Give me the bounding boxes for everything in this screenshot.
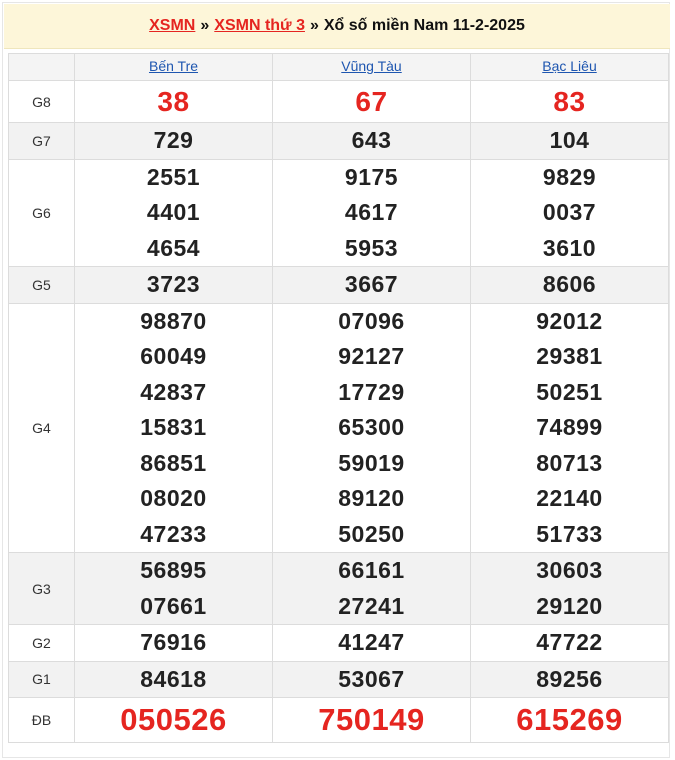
prize-row-g4: [9, 303, 669, 553]
prize-number: 47233: [140, 520, 207, 547]
prize-number: 92012: [536, 307, 603, 334]
prize-number: 729: [153, 127, 194, 153]
prize-number: 3667: [344, 271, 399, 297]
prize-number: 4617: [344, 199, 399, 225]
prize-row-g5: [9, 267, 669, 304]
prize-cell: [75, 159, 273, 267]
prize-number: 42837: [140, 378, 207, 405]
prize-row-g3: [9, 553, 669, 625]
prize-cell: [75, 267, 273, 304]
prize-number: 38: [157, 86, 190, 117]
breadcrumb-separator: »: [200, 17, 210, 34]
prize-cell: [273, 661, 471, 698]
prize-number: 9829: [542, 163, 597, 190]
breadcrumb-xsmn-thu3-link[interactable]: XSMN thứ 3: [214, 17, 305, 34]
prize-number: 07661: [140, 592, 207, 619]
prize-number: 80713: [536, 449, 603, 476]
prize-cell: [471, 661, 669, 698]
prize-cell: [471, 81, 669, 123]
prize-number: 15831: [140, 414, 207, 440]
prize-cell: [471, 303, 669, 553]
prize-row-g6: [9, 159, 669, 267]
prize-number: 98870: [140, 307, 207, 334]
prize-label: G2: [9, 625, 75, 662]
prize-number: 3610: [542, 234, 597, 261]
prize-number: 89120: [338, 485, 405, 511]
prize-number: 30603: [536, 557, 603, 583]
prize-number: 5953: [344, 234, 399, 261]
prize-number: 47722: [536, 629, 603, 655]
prize-row-g1: [9, 661, 669, 698]
prize-number: 84618: [140, 665, 207, 692]
prize-cell: [471, 159, 669, 267]
prize-cell: [75, 698, 273, 743]
prize-number: 60049: [140, 343, 207, 369]
prize-row-g2: [9, 625, 669, 662]
province-link-bac-lieu[interactable]: Bạc Liêu: [542, 58, 597, 74]
prize-number: 29120: [536, 592, 603, 619]
prize-number: 615269: [516, 702, 623, 737]
province-header: [471, 54, 669, 81]
prize-cell: [273, 123, 471, 160]
prize-cell: [75, 303, 273, 553]
prize-number: 53067: [338, 665, 405, 692]
results-table: [8, 53, 669, 743]
prize-number: 643: [351, 127, 392, 153]
prize-number: 104: [549, 127, 590, 153]
prize-number: 92127: [338, 343, 405, 369]
prize-number: 27241: [338, 592, 405, 619]
prize-number: 050526: [120, 702, 227, 737]
prize-cell: [75, 123, 273, 160]
prize-number: 08020: [140, 485, 207, 511]
prize-number: 0037: [542, 199, 597, 225]
prize-number: 50250: [338, 520, 405, 547]
prize-cell: [273, 159, 471, 267]
breadcrumb-xsmn-link[interactable]: XSMN: [149, 17, 196, 34]
breadcrumb-separator: »: [309, 17, 319, 34]
prize-number: 29381: [536, 343, 603, 369]
prize-number: 74899: [536, 414, 603, 440]
prize-cell: [471, 698, 669, 743]
page-title: Xổ số miền Nam 11-2-2025: [323, 17, 525, 34]
prize-row-db: [9, 698, 669, 743]
province-header: [273, 54, 471, 81]
corner-cell: [9, 54, 75, 81]
prize-label: G5: [9, 267, 75, 304]
prize-number: 83: [553, 86, 586, 117]
prize-label: G1: [9, 661, 75, 698]
breadcrumb: [4, 4, 670, 49]
prize-number: 07096: [338, 307, 405, 334]
prize-number: 4654: [146, 234, 201, 261]
prize-number: 9175: [344, 163, 399, 190]
prize-number: 76916: [140, 629, 207, 655]
prize-cell: [273, 553, 471, 625]
prize-row-g8: [9, 81, 669, 123]
prize-label: ĐB: [9, 698, 75, 743]
province-link-ben-tre[interactable]: Bến Tre: [148, 58, 199, 74]
prize-cell: [273, 303, 471, 553]
prize-number: 89256: [536, 665, 603, 692]
province-link-vung-tau[interactable]: Vũng Tàu: [341, 58, 402, 74]
prize-number: 56895: [140, 557, 207, 583]
prize-cell: [273, 698, 471, 743]
prize-number: 50251: [536, 378, 603, 405]
prize-label: G6: [9, 159, 75, 267]
prize-number: 750149: [318, 702, 425, 737]
province-header-row: [9, 54, 669, 81]
prize-cell: [75, 661, 273, 698]
prize-cell: [471, 123, 669, 160]
prize-number: 41247: [338, 629, 405, 655]
prize-label: G7: [9, 123, 75, 160]
prize-cell: [273, 625, 471, 662]
prize-number: 22140: [536, 485, 603, 511]
prize-row-g7: [9, 123, 669, 160]
prize-cell: [471, 625, 669, 662]
prize-number: 17729: [338, 378, 405, 405]
prize-cell: [471, 267, 669, 304]
prize-number: 67: [355, 86, 388, 117]
prize-label: G8: [9, 81, 75, 123]
prize-number: 51733: [536, 520, 603, 547]
prize-cell: [273, 267, 471, 304]
prize-cell: [75, 625, 273, 662]
prize-number: 8606: [542, 271, 597, 297]
prize-number: 86851: [140, 449, 207, 476]
prize-number: 2551: [146, 163, 201, 190]
prize-cell: [471, 553, 669, 625]
prize-number: 66161: [338, 557, 405, 583]
prize-number: 59019: [338, 449, 405, 476]
prize-cell: [75, 81, 273, 123]
prize-label: G4: [9, 303, 75, 553]
prize-cell: [273, 81, 471, 123]
prize-cell: [75, 553, 273, 625]
prize-label: G3: [9, 553, 75, 625]
province-header: [75, 54, 273, 81]
prize-number: 65300: [338, 414, 405, 440]
prize-number: 4401: [146, 199, 201, 225]
prize-number: 3723: [146, 271, 201, 297]
